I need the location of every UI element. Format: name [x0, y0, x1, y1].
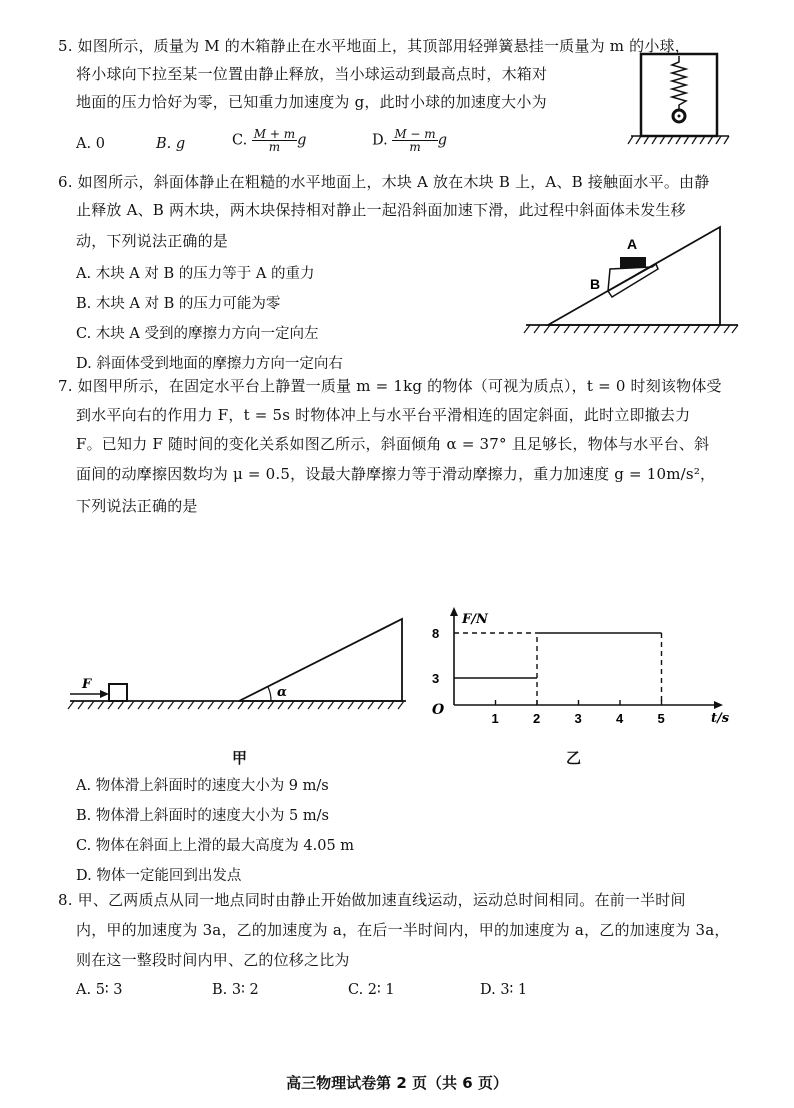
y-tick-label-8: 8	[432, 626, 440, 641]
q6-figure-incline	[520, 225, 750, 340]
q7-option-a: A. 物体滑上斜面时的速度大小为 9 m/s	[76, 778, 329, 794]
q7-line-5: 下列说法正确的是	[76, 497, 198, 515]
q6-label-b: B	[590, 276, 601, 292]
q5-option-a: A. 0	[76, 136, 105, 152]
q5-option-d-fraction	[392, 128, 437, 153]
q7-chart-f-t	[418, 528, 748, 728]
x-tick-label-4: 4	[616, 711, 624, 726]
q7-line-1: 7. 如图甲所示，在固定水平台上静置一质量 m = 1kg 的物体（可视为质点），t = 0 时刻该物体受	[58, 377, 722, 395]
origin-label: O	[432, 702, 445, 718]
q5-option-c-denominator: m	[268, 140, 281, 154]
q7-line-4: 面间的动摩擦因数均为 μ = 0.5，设最大静摩擦力等于滑动摩擦力，重力加速度 g = 10m/s²，	[76, 465, 716, 483]
q5-line-2: 将小球向下拉至某一位置由静止释放，当小球运动到最高点时，木箱对	[76, 65, 548, 83]
chart-marks	[454, 633, 662, 705]
x-tick-label-1: 1	[491, 711, 499, 726]
q5-option-c	[232, 128, 306, 153]
q6-option-b: B. 木块 A 对 B 的压力可能为零	[76, 296, 281, 312]
q6-line-2: 止释放 A、B 两木块，两木块保持相对静止一起沿斜面加速下滑，此过程中斜面体未发生移	[76, 201, 686, 219]
q5-option-c-suffix: g	[297, 132, 307, 149]
q8-option-d: D. 3∶ 1	[480, 982, 528, 998]
q5-option-d-prefix: D.	[372, 132, 388, 149]
q5-option-d-denominator: m	[409, 140, 421, 154]
q6-line-3: 动，下列说法正确的是	[76, 232, 229, 250]
x-axis-label: t/s	[711, 711, 730, 726]
y-axis-label: F/N	[462, 612, 488, 627]
q8-option-c: C. 2∶ 1	[348, 982, 395, 998]
q7-line-3: F。已知力 F 随时间的变化关系如图乙所示，斜面倾角 α = 37° 且足够长，物体与水平台、斜	[76, 435, 710, 453]
q7-caption-jia: 甲	[232, 749, 248, 767]
q6-option-c: C. 木块 A 受到的摩擦力方向一定向左	[76, 326, 319, 342]
q5-option-c-fraction	[252, 128, 297, 153]
x-tick-label-5: 5	[657, 711, 665, 726]
q8-line-2: 内，甲的加速度为 3a，乙的加速度为 a，在后一半时间内，甲的加速度为 a，乙的加速度为 3a，	[76, 921, 730, 939]
q5-line-1: 5. 如图所示，质量为 M 的木箱静止在水平地面上，其顶部用轻弹簧悬挂一质量为 m 的小球，	[58, 37, 690, 55]
page-footer: 高三物理试卷第 2 页（共 6 页）	[286, 1074, 508, 1092]
q7-option-c: C. 物体在斜面上上滑的最大高度为 4.05 m	[76, 838, 355, 854]
y-tick-label-3: 3	[432, 671, 440, 686]
q6-option-d: D. 斜面体受到地面的摩擦力方向一定向右	[76, 356, 343, 372]
q7-angle-label: α	[277, 685, 288, 700]
q5-option-d	[372, 128, 447, 153]
chart-axes	[450, 607, 723, 709]
q7-line-2: 到水平向右的作用力 F，t = 5s 时物体冲上与水平台平滑相连的固定斜面，此时立即撤去力	[76, 406, 691, 424]
q8-line-3: 则在这一整段时间内甲、乙的位移之比为	[76, 951, 350, 969]
q5-option-d-numerator: M − m	[394, 127, 436, 141]
x-tick-label-3: 3	[574, 711, 582, 726]
q8-option-b: B. 3∶ 2	[212, 982, 259, 998]
x-axis-arrow	[714, 701, 723, 709]
q5-option-c-prefix: C.	[232, 132, 248, 149]
q7-caption-yi: 乙	[566, 749, 582, 767]
q5-option-b: B. g	[156, 136, 186, 152]
q5-option-c-numerator: M + m	[253, 127, 296, 141]
q7-force-label: F	[82, 677, 92, 692]
q5-line-3: 地面的压力恰好为零，已知重力加速度为 g，此时小球的加速度大小为	[76, 93, 547, 111]
q8-option-a: A. 5∶ 3	[76, 982, 123, 998]
y-axis-arrow	[450, 607, 458, 616]
q6-label-a: A	[627, 236, 638, 252]
q6-option-a: A. 木块 A 对 B 的压力等于 A 的重力	[76, 266, 315, 282]
q7-option-d: D. 物体一定能回到出发点	[76, 868, 242, 884]
q7-figure-jia	[66, 615, 411, 730]
q6-line-1: 6. 如图所示，斜面体静止在粗糙的水平地面上，木块 A 放在木块 B 上，A、B 接触面水平。由静	[58, 173, 710, 191]
q7-option-b: B. 物体滑上斜面时的速度大小为 5 m/s	[76, 808, 329, 824]
q5-figure-box-spring	[625, 50, 735, 150]
q5-option-d-suffix: g	[437, 132, 447, 149]
x-tick-label-2: 2	[533, 711, 541, 726]
chart-labels	[432, 612, 730, 726]
q8-line-1: 8. 甲、乙两质点从同一地点同时由静止开始做加速直线运动，运动总时间相同。在前一半时间	[58, 891, 686, 909]
